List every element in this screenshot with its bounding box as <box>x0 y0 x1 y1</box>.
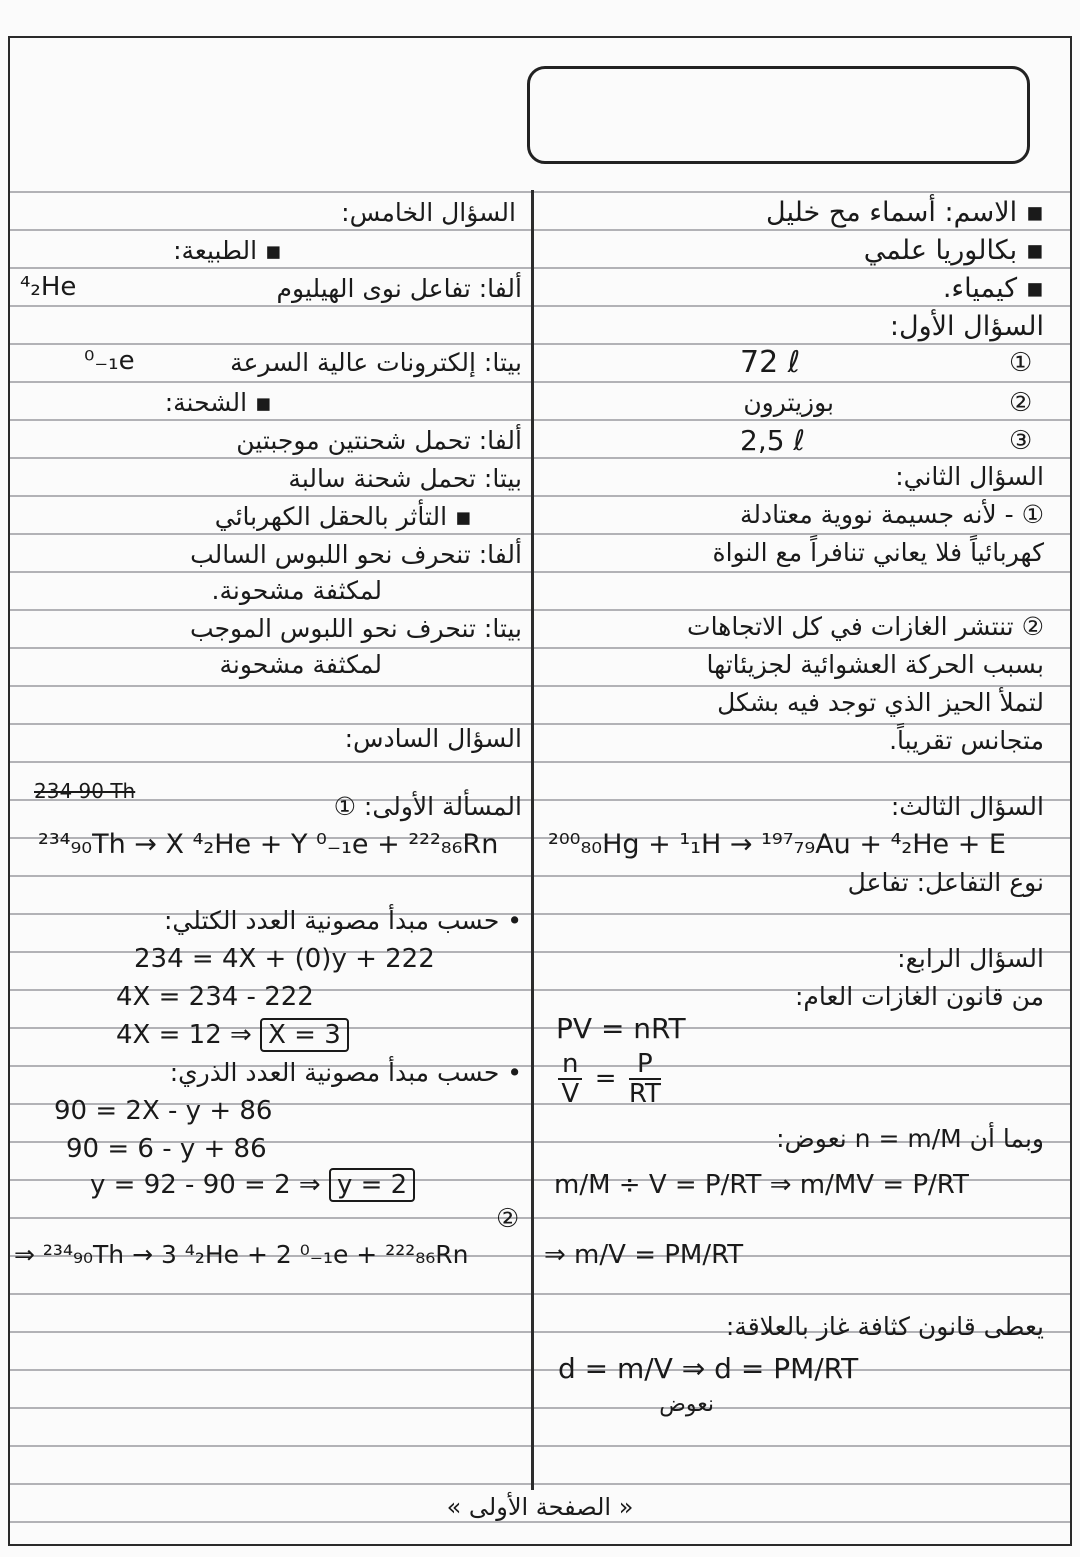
level: ▪ بكالوريا علمي <box>863 235 1044 266</box>
q4-density-intro: يعطى قانون كثافة غاز بالعلاقة: <box>725 1312 1044 1341</box>
q6-equation: ²³⁴₉₀Th → X ⁴₂He + Y ⁰₋₁e + ²²²₈₆Rn <box>38 829 499 860</box>
q5-field: ▪ التأثر بالحقل الكهربائي <box>214 502 472 531</box>
q6-title: السؤال السادس: <box>344 724 522 753</box>
q6-final: ⇒ ²³⁴₉₀Th → 3 ⁴₂He + 2 ⁰₋₁e + ²²²₈₆Rn <box>14 1240 469 1269</box>
q6-a3 <box>90 1168 415 1202</box>
eq2-rhs-den: RT <box>628 1079 661 1109</box>
eq2-rhs-num: P <box>629 1050 661 1080</box>
q5-alpha-field-1: ألفا: تنحرف نحو اللبوس السالب <box>190 540 522 569</box>
q4-substitute: وبما أن n = m/M نعوض: <box>776 1124 1044 1153</box>
q5-alpha-symbol: ⁴₂He <box>20 272 77 302</box>
student-name: ▪ الاسم: أسماء مح خليل <box>766 197 1044 228</box>
q6-a3-result: y = 2 <box>329 1168 415 1202</box>
q2-a1-line2: كهربائياً فلا يعاني تنافراً مع النواة <box>712 538 1044 567</box>
q1-marker-1: ① <box>1009 348 1033 378</box>
q5-beta-charge: بيتا: تحمل شحنة سالبة <box>288 464 522 493</box>
q5-beta-symbol: ⁰₋₁e <box>84 346 135 376</box>
q5-alpha-field-2: لمكثفة مشحونة. <box>211 576 382 605</box>
q6-m3 <box>116 1018 349 1052</box>
column-divider <box>531 190 534 1490</box>
q1-marker-3: ③ <box>1009 426 1033 456</box>
q1-answer-3: 2,5 ℓ <box>740 424 805 457</box>
q6-m3-text: 4X = 12 ⇒ <box>116 1020 252 1050</box>
q6-problem: المسألة الأولى: ① <box>333 792 522 821</box>
q6-mass-rule: • حسب مبدأ مصونية العدد الكتلي: <box>163 906 522 935</box>
q1-answer-1: 72 ℓ <box>740 345 801 380</box>
q5-alpha-charge: ألفا: تحمل شحنتين موجبتين <box>236 426 522 455</box>
q5-beta-field-2: لمكثفة مشحونة <box>219 650 382 679</box>
q2-a1-line1: ① - لأنه جسيمة نووية معتادلة <box>739 500 1044 529</box>
q5-nature: ▪ الطبيعة: <box>173 236 282 265</box>
eq2-lhs-num: n <box>558 1050 582 1080</box>
q6-a1: 90 = 2X - y + 86 <box>54 1096 273 1126</box>
q6-marker-2: ② <box>496 1204 520 1234</box>
q3-reaction: ²⁰⁰₈₀Hg + ¹₁H → ¹⁹⁷₇₉Au + ⁴₂He + E <box>548 829 1006 860</box>
q2-title: السؤال الثاني: <box>895 462 1044 491</box>
q4-eq1: PV = nRT <box>556 1012 686 1045</box>
q4-eq5: d = m/V ⇒ d = PM/RT <box>558 1352 859 1385</box>
q1-answer-2: بوزيترون <box>743 388 834 417</box>
q5-title: السؤال الخامس: <box>341 198 516 227</box>
q4-intro: من قانون الغازات العام: <box>795 982 1044 1011</box>
header-box <box>527 66 1030 164</box>
subject: ▪ كيمياء. <box>942 273 1044 304</box>
q3-title: السؤال الثالث: <box>890 792 1044 821</box>
q3-type: نوع التفاعل: تفاعل <box>847 868 1044 897</box>
q6-m1: 234 = 4X + (0)y + 222 <box>134 944 435 974</box>
q2-a2-line2: بسبب الحركة العشوائية لجزيئاتها <box>706 650 1044 679</box>
q4-eq4: ⇒ m/V = PM/RT <box>544 1240 744 1270</box>
q4-eq3: m/M ÷ V = P/RT ⇒ m/MV = P/RT <box>554 1170 969 1200</box>
q5-alpha-nature: ألفا: تفاعل نوى الهيليوم <box>276 274 522 303</box>
q2-a2-line3: لتملأ الحيز الذي توجد فيه بشكل <box>717 688 1044 717</box>
q2-a2-line4: متجانس تقريباً. <box>889 726 1044 755</box>
q6-atomic-rule: • حسب مبدأ مصونية العدد الذري: <box>169 1058 522 1087</box>
q5-beta-nature: بيتا: إلكترونات عالية السرعة <box>230 348 522 377</box>
q1-title: السؤال الأول: <box>889 311 1044 342</box>
page-footer: « الصفحة الأولى » <box>446 1493 634 1521</box>
q6-struck: 234 90 Th <box>34 779 136 803</box>
q4-title: السؤال الرابع: <box>897 944 1044 973</box>
q6-a2: 90 = 6 - y + 86 <box>66 1134 267 1164</box>
q4-eq2: $\frac{n}{V}$ = $\frac{P}{RT}$ <box>554 1050 665 1108</box>
eq2-lhs-den: V <box>561 1079 580 1109</box>
q5-beta-field-1: بيتا: تنحرف نحو اللبوس الموجب <box>190 614 522 643</box>
q5-charge: ▪ الشحنة: <box>164 388 272 417</box>
q1-marker-2: ② <box>1009 388 1033 418</box>
q6-m3-result: X = 3 <box>260 1018 349 1052</box>
q6-a3-text: y = 92 - 90 = 2 ⇒ <box>90 1170 321 1200</box>
q2-a2-line1: ② تنتشر الغازات في كل الاتجاهات <box>687 612 1044 641</box>
q4-substitute-word: نعوض <box>659 1392 714 1417</box>
q6-m2: 4X = 234 - 222 <box>116 982 314 1012</box>
